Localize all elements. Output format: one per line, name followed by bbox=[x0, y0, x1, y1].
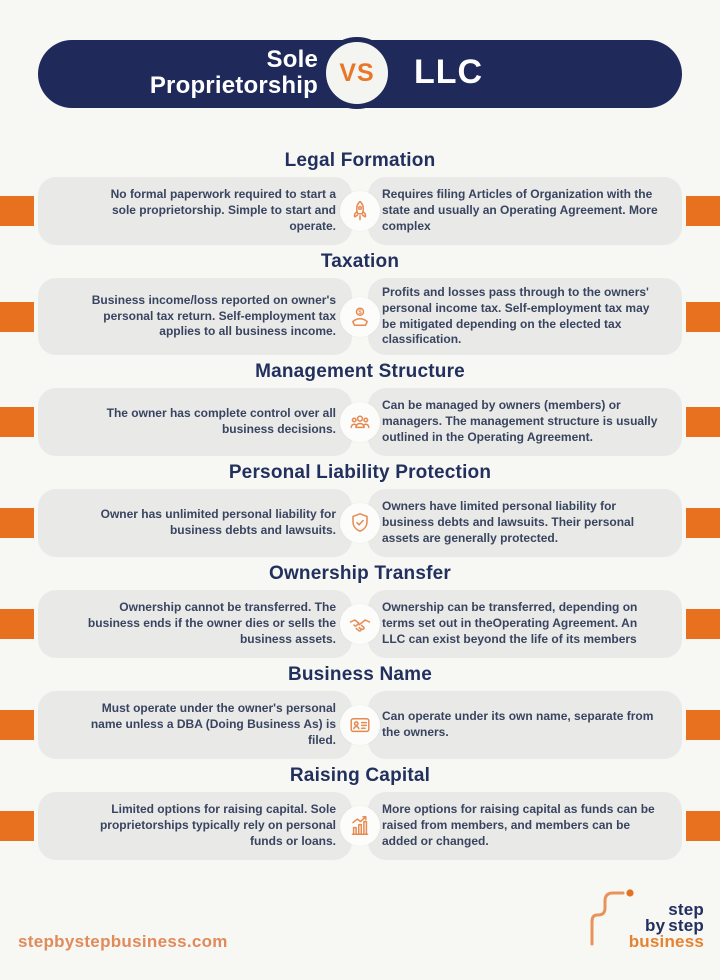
section-ownership-transfer bbox=[0, 563, 720, 658]
llc-text: Owners have limited personal liability for business debts and lawsuits. Their personal assets are generally protected. bbox=[382, 499, 635, 546]
section-title: Business Name bbox=[287, 664, 433, 686]
llc-text: Profits and losses pass through to the owners' personal income tax. Self-employment tax may be mitigated depending on the elected tax classification. bbox=[382, 285, 650, 347]
comparison-row bbox=[0, 590, 720, 658]
section-management-structure bbox=[0, 361, 720, 456]
sole-proprietorship-card bbox=[38, 590, 352, 658]
rocket-icon bbox=[340, 191, 380, 231]
llc-card bbox=[368, 691, 682, 759]
vs-badge bbox=[321, 37, 393, 109]
comparison-row bbox=[0, 691, 720, 759]
left-edge-tab bbox=[0, 407, 34, 437]
left-edge-tab bbox=[0, 609, 34, 639]
logo-line-business: business bbox=[628, 932, 704, 951]
logo-wordmark bbox=[629, 902, 704, 950]
llc-text: Can operate under its own name, separate from the owners. bbox=[382, 709, 654, 740]
sole-proprietorship-text: Owner has unlimited personal liability for business debts and lawsuits. bbox=[100, 507, 336, 538]
step-by-step-business-logo bbox=[589, 884, 704, 950]
svg-text:$: $ bbox=[358, 309, 362, 316]
llc-card bbox=[368, 278, 682, 355]
sole-proprietorship-text: The owner has complete control over all business decisions. bbox=[106, 406, 336, 437]
people-group-icon bbox=[340, 402, 380, 442]
left-edge-tab bbox=[0, 302, 34, 332]
llc-text: Requires filing Articles of Organization with the state and usually an Operating Agreement. More complex bbox=[382, 187, 658, 233]
logo-dot bbox=[626, 889, 633, 896]
right-edge-tab bbox=[686, 302, 720, 332]
llc-text: Ownership can be transferred, depending on terms set out in theOperating Agreement. An LLC can exist beyond the life of its members bbox=[382, 600, 638, 647]
llc-card bbox=[368, 177, 682, 245]
sole-proprietorship-card bbox=[38, 388, 352, 456]
sole-proprietorship-text: Must operate under the owner's personal name unless a DBA (Doing Business As) is filed. bbox=[90, 701, 336, 748]
hand-coin-icon bbox=[340, 297, 380, 337]
section-title: Ownership Transfer bbox=[268, 563, 452, 585]
logo-line-by-step: by step bbox=[644, 916, 704, 935]
comparison-row bbox=[0, 278, 720, 355]
comparison-row bbox=[0, 177, 720, 245]
right-edge-tab bbox=[686, 710, 720, 740]
llc-card bbox=[368, 590, 682, 658]
shield-icon bbox=[340, 503, 380, 543]
section-personal-liability-protection bbox=[0, 462, 720, 557]
right-edge-tab bbox=[686, 508, 720, 538]
section-business-name bbox=[0, 664, 720, 759]
sole-proprietorship-card bbox=[38, 278, 352, 355]
llc-text: More options for raising capital as funds can be raised from members, and members can be added or changed. bbox=[382, 802, 655, 849]
llc-card bbox=[368, 489, 682, 557]
llc-text: Can be managed by owners (members) or managers. The management structure is usually outlined in the Operating Agreement. bbox=[382, 398, 658, 445]
left-edge-tab bbox=[0, 811, 34, 841]
section-title: Taxation bbox=[320, 251, 400, 272]
section-legal-formation bbox=[0, 150, 720, 245]
right-edge-tab bbox=[686, 609, 720, 639]
right-edge-tab bbox=[686, 811, 720, 841]
left-edge-tab bbox=[0, 710, 34, 740]
comparison-sections bbox=[0, 150, 720, 866]
sole-proprietorship-card bbox=[38, 792, 352, 860]
left-edge-tab bbox=[0, 508, 34, 538]
id-card-icon bbox=[340, 705, 380, 745]
section-title: Raising Capital bbox=[289, 765, 431, 787]
left-edge-tab bbox=[0, 196, 34, 226]
section-taxation bbox=[0, 251, 720, 355]
section-title: Personal Liability Protection bbox=[228, 462, 492, 484]
right-edge-tab bbox=[686, 196, 720, 226]
right-edge-tab bbox=[686, 407, 720, 437]
section-raising-capital bbox=[0, 765, 720, 860]
sole-proprietorship-text: Business income/loss reported on owner's personal tax return. Self-employment tax applies to all business income. bbox=[91, 292, 336, 339]
comparison-row bbox=[0, 388, 720, 456]
section-title: Legal Formation bbox=[284, 150, 436, 171]
comparison-row bbox=[0, 792, 720, 860]
sole-proprietorship-title: Sole Proprietorship bbox=[149, 46, 318, 99]
sole-proprietorship-card bbox=[38, 177, 352, 245]
sole-proprietorship-text: Limited options for raising capital. Sole proprietorships typically rely on personal funds or loans. bbox=[99, 802, 336, 849]
sole-proprietorship-card bbox=[38, 489, 352, 557]
sole-proprietorship-text: No formal paperwork required to start a sole proprietorship. Simple to start and operate. bbox=[110, 187, 336, 233]
handshake-icon bbox=[340, 604, 380, 644]
growth-chart-icon bbox=[340, 806, 380, 846]
comparison-row bbox=[0, 489, 720, 557]
logo-line-step: step bbox=[668, 900, 704, 919]
vs-label: VS bbox=[339, 58, 375, 87]
llc-title: LLC bbox=[414, 53, 484, 91]
website-link[interactable]: stepbystepbusiness.com bbox=[18, 932, 228, 951]
llc-card bbox=[368, 388, 682, 456]
section-title: Management Structure bbox=[255, 361, 465, 383]
sole-proprietorship-card bbox=[38, 691, 352, 759]
llc-card bbox=[368, 792, 682, 860]
sole-proprietorship-text: Ownership cannot be transferred. The business ends if the owner dies or sells the business assets. bbox=[87, 600, 336, 647]
